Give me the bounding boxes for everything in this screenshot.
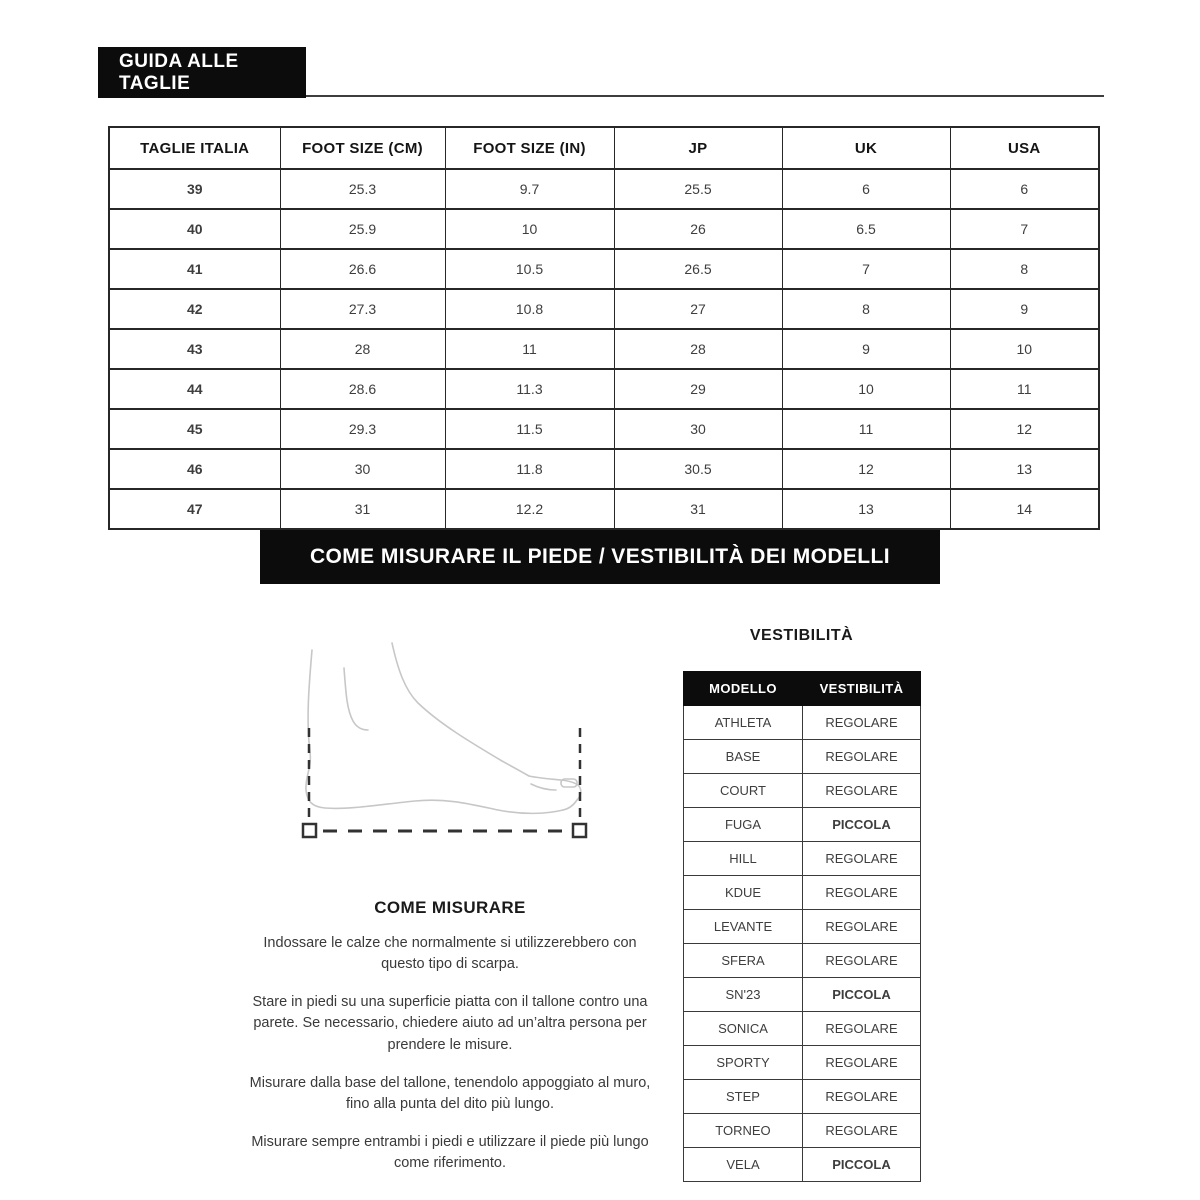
fit-cell-vestibilita: REGOLARE — [803, 706, 921, 740]
fit-cell-model: COURT — [684, 774, 803, 808]
foot-outline — [306, 643, 581, 813]
column-header-usa: USA — [950, 127, 1099, 169]
size-cell: 14 — [950, 489, 1099, 529]
fit-cell-vestibilita: REGOLARE — [803, 740, 921, 774]
size-cell: 6 — [782, 169, 950, 209]
size-cell: 27 — [614, 289, 782, 329]
measurement-dashed-lines — [303, 728, 586, 837]
size-cell: 9 — [950, 289, 1099, 329]
fit-cell-vestibilita: REGOLARE — [803, 1046, 921, 1080]
fit-cell-vestibilita: PICCOLA — [803, 1148, 921, 1182]
size-cell: 9 — [782, 329, 950, 369]
size-cell: 10.8 — [445, 289, 614, 329]
size-cell-italia: 46 — [109, 449, 280, 489]
column-header-foot-size-in: FOOT SIZE (IN) — [445, 127, 614, 169]
size-cell: 10 — [445, 209, 614, 249]
fit-cell-vestibilita: REGOLARE — [803, 1114, 921, 1148]
fit-table-row — [684, 1080, 921, 1114]
size-table-row — [109, 169, 1099, 209]
fit-cell-model: SFERA — [684, 944, 803, 978]
size-cell: 10 — [950, 329, 1099, 369]
fit-cell-vestibilita: REGOLARE — [803, 944, 921, 978]
size-cell-italia: 39 — [109, 169, 280, 209]
size-cell: 8 — [950, 249, 1099, 289]
measure-instructions — [246, 933, 654, 1191]
fit-table-row — [684, 774, 921, 808]
size-table-row — [109, 209, 1099, 249]
fit-table-row — [684, 944, 921, 978]
fit-cell-model: SPORTY — [684, 1046, 803, 1080]
size-cell-italia: 45 — [109, 409, 280, 449]
fit-cell-vestibilita: REGOLARE — [803, 774, 921, 808]
size-cell: 26.6 — [280, 249, 445, 289]
size-conversion-table — [108, 126, 1100, 530]
header-divider-line — [306, 95, 1104, 97]
size-cell: 28 — [614, 329, 782, 369]
fit-cell-model: VELA — [684, 1148, 803, 1182]
fit-cell-model: TORNEO — [684, 1114, 803, 1148]
size-cell: 27.3 — [280, 289, 445, 329]
size-cell: 10.5 — [445, 249, 614, 289]
size-cell: 28 — [280, 329, 445, 369]
size-cell: 28.6 — [280, 369, 445, 409]
size-table-row — [109, 369, 1099, 409]
size-cell: 29 — [614, 369, 782, 409]
fit-cell-model: HILL — [684, 842, 803, 876]
measure-heading: COME MISURARE — [374, 898, 526, 917]
size-cell: 30 — [280, 449, 445, 489]
fit-table-row — [684, 842, 921, 876]
fit-cell-vestibilita: PICCOLA — [803, 808, 921, 842]
size-cell: 13 — [950, 449, 1099, 489]
fit-cell-vestibilita: PICCOLA — [803, 978, 921, 1012]
fit-cell-model: LEVANTE — [684, 910, 803, 944]
size-cell: 11.8 — [445, 449, 614, 489]
measure-endpoint-right — [573, 824, 586, 837]
size-cell: 9.7 — [445, 169, 614, 209]
fit-cell-model: SN'23 — [684, 978, 803, 1012]
size-cell: 31 — [280, 489, 445, 529]
size-cell: 10 — [782, 369, 950, 409]
fit-cell-vestibilita: REGOLARE — [803, 876, 921, 910]
measure-paragraph: Stare in piedi su una superficie piatta con il tallone contro una parete. Se necessario, chiedere aiuto ad un’altra persona per prendere le misure. — [252, 994, 648, 1053]
fit-cell-model: STEP — [684, 1080, 803, 1114]
size-cell: 12 — [782, 449, 950, 489]
measure-paragraph: Misurare dalla base del tallone, tenendolo appoggiato al muro, fino alla punta del dito più lungo. — [249, 1074, 651, 1112]
fit-table-row — [684, 808, 921, 842]
fit-table-row — [684, 910, 921, 944]
size-cell: 8 — [782, 289, 950, 329]
size-cell: 11 — [782, 409, 950, 449]
column-header-jp: JP — [614, 127, 782, 169]
size-cell-italia: 40 — [109, 209, 280, 249]
size-cell: 12.2 — [445, 489, 614, 529]
fit-table-row — [684, 1148, 921, 1182]
size-table-body — [109, 169, 1099, 529]
size-cell: 7 — [950, 209, 1099, 249]
fit-cell-model: ATHLETA — [684, 706, 803, 740]
size-cell: 6 — [950, 169, 1099, 209]
foot-measure-illustration — [255, 600, 645, 900]
size-cell: 11.3 — [445, 369, 614, 409]
size-cell: 13 — [782, 489, 950, 529]
size-cell: 31 — [614, 489, 782, 529]
size-cell-italia: 47 — [109, 489, 280, 529]
fit-cell-vestibilita: REGOLARE — [803, 910, 921, 944]
fit-cell-vestibilita: REGOLARE — [803, 1080, 921, 1114]
fit-heading: VESTIBILITÀ — [749, 627, 854, 644]
fit-cell-model: SONICA — [684, 1012, 803, 1046]
size-cell: 11.5 — [445, 409, 614, 449]
size-cell-italia: 43 — [109, 329, 280, 369]
size-cell: 30.5 — [614, 449, 782, 489]
column-header-modello: MODELLO — [684, 672, 803, 706]
size-cell: 6.5 — [782, 209, 950, 249]
size-table-row — [109, 409, 1099, 449]
measure-endpoint-left — [303, 824, 316, 837]
size-cell: 25.3 — [280, 169, 445, 209]
fit-cell-vestibilita: REGOLARE — [803, 1012, 921, 1046]
fit-table-row — [684, 876, 921, 910]
size-table-row — [109, 249, 1099, 289]
column-header-uk: UK — [782, 127, 950, 169]
size-cell: 30 — [614, 409, 782, 449]
size-cell: 11 — [950, 369, 1099, 409]
size-cell-italia: 44 — [109, 369, 280, 409]
model-fit-table — [683, 671, 921, 1182]
fit-table-row — [684, 740, 921, 774]
measure-paragraph: Indossare le calze che normalmente si utilizzerebbero con questo tipo di scarpa. — [263, 935, 637, 973]
size-cell-italia: 41 — [109, 249, 280, 289]
page-title-badge: GUIDA ALLE TAGLIE — [98, 47, 306, 98]
size-cell: 7 — [782, 249, 950, 289]
fit-table-header-row — [684, 672, 921, 706]
size-table-row — [109, 449, 1099, 489]
fit-cell-model: KDUE — [684, 876, 803, 910]
size-cell: 12 — [950, 409, 1099, 449]
fit-cell-vestibilita: REGOLARE — [803, 842, 921, 876]
size-table-row — [109, 489, 1099, 529]
size-cell: 25.9 — [280, 209, 445, 249]
measure-paragraph: Misurare sempre entrambi i piedi e utilizzare il piede più lungo come riferimento. — [251, 1134, 649, 1172]
size-table-header-row — [109, 127, 1099, 169]
fit-cell-model: FUGA — [684, 808, 803, 842]
size-cell: 25.5 — [614, 169, 782, 209]
column-header-taglie-italia: TAGLIE ITALIA — [109, 127, 280, 169]
size-table-row — [109, 289, 1099, 329]
size-table-row — [109, 329, 1099, 369]
fit-table-body — [684, 706, 921, 1182]
column-header-foot-size-cm: FOOT SIZE (CM) — [280, 127, 445, 169]
size-cell: 26 — [614, 209, 782, 249]
fit-table-row — [684, 1012, 921, 1046]
size-cell: 26.5 — [614, 249, 782, 289]
fit-table-row — [684, 1114, 921, 1148]
fit-table-row — [684, 978, 921, 1012]
fit-cell-model: BASE — [684, 740, 803, 774]
fit-table-row — [684, 1046, 921, 1080]
size-cell: 11 — [445, 329, 614, 369]
size-cell: 29.3 — [280, 409, 445, 449]
size-cell-italia: 42 — [109, 289, 280, 329]
section-banner: COME MISURARE IL PIEDE / VESTIBILITÀ DEI MODELLI — [260, 530, 940, 584]
column-header-vestibilita: VESTIBILITÀ — [803, 672, 921, 706]
fit-table-row — [684, 706, 921, 740]
